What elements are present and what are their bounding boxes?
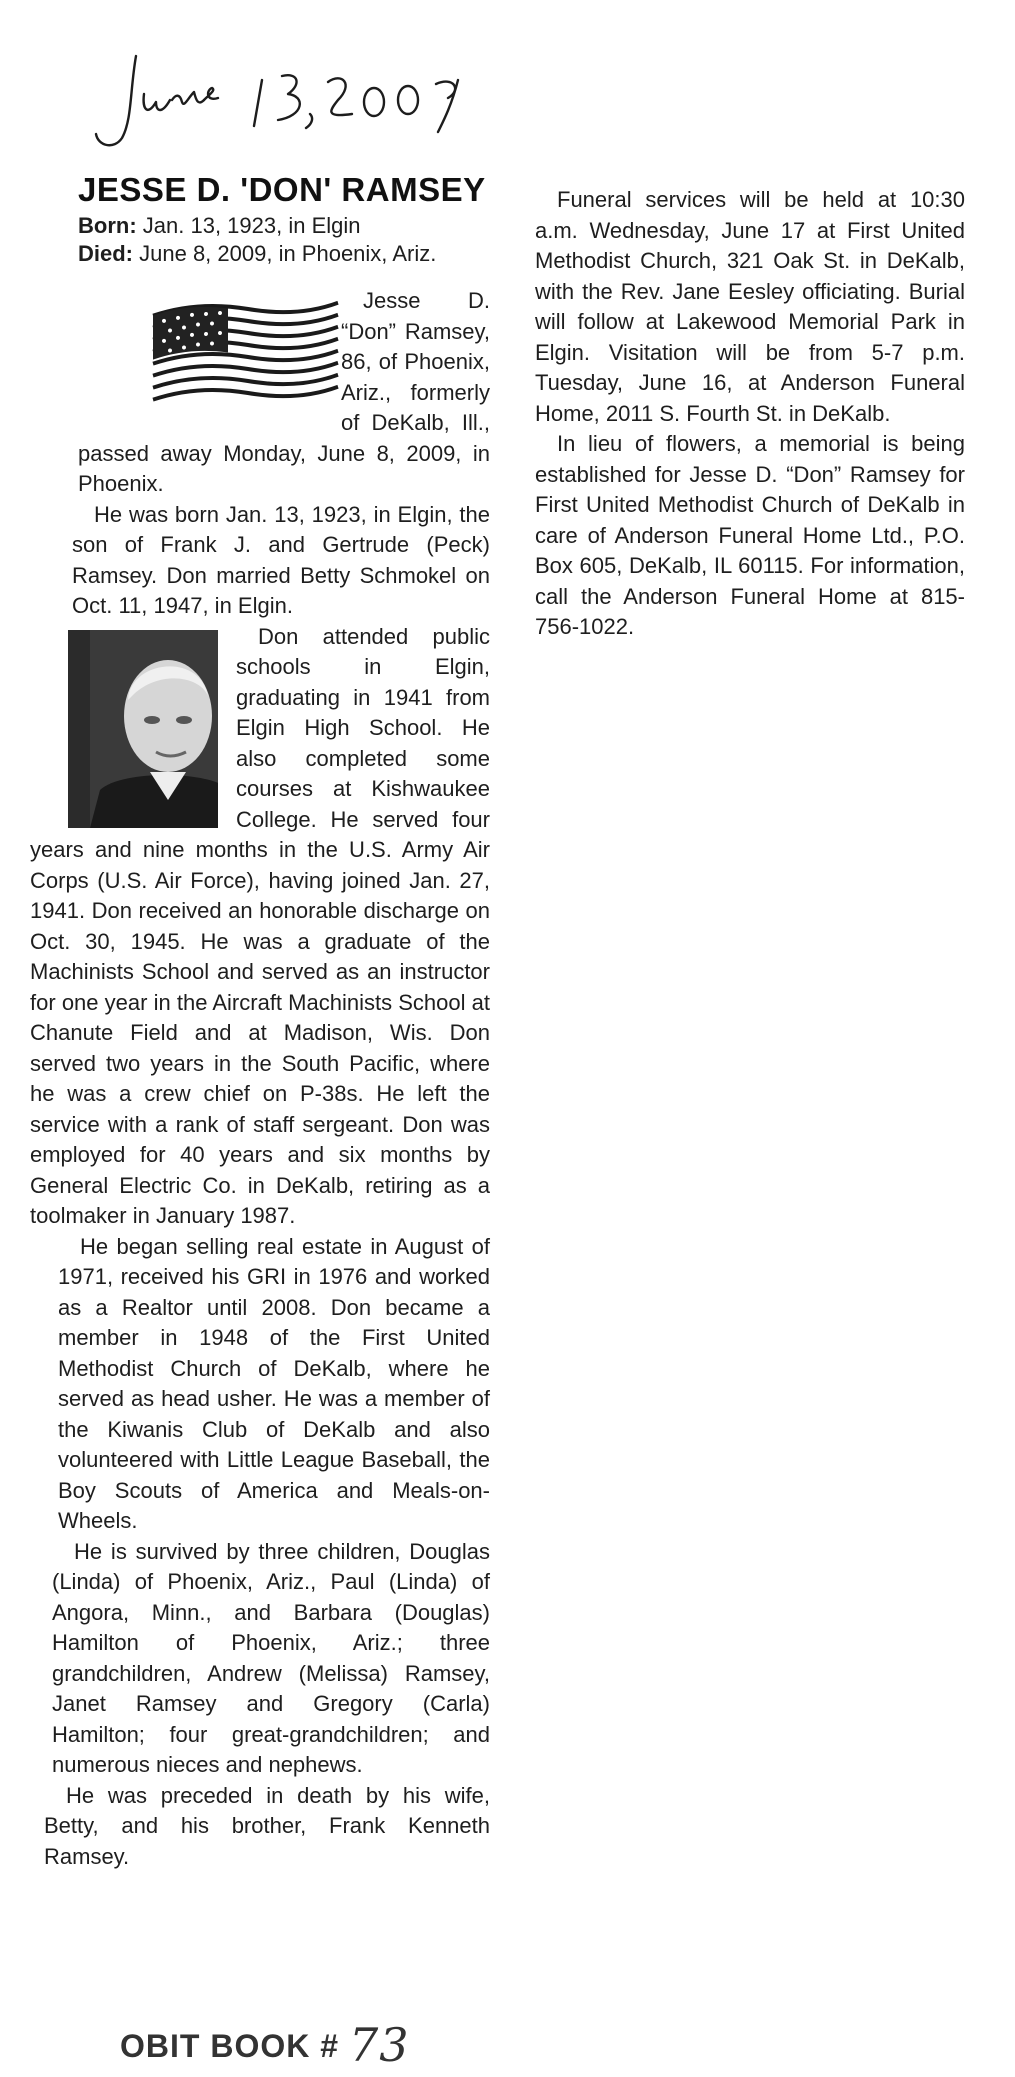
obituary-paragraph-5: He is survived by three children, Douglas (Linda) of Phoenix, Ariz., Paul (Linda) of Angora, Minn., and Barbara (Douglas) Hamilton of Phoenix, Ariz.; three grandchildren, Andrew (Melissa) Ramsey, Janet Ramsey and Gregory (Carla) Hamilton; four great-grandchildren; and numerous nieces and nephews.	[52, 1538, 490, 1777]
paragraph-3-text: Don attended public schools in Elgin, graduating in 1941 from Elgin High School. He also completed some courses at Kishwaukee College. He served four years and nine months in the U.S. Army Air Corps (U.S. Air Force), having joined Jan. 27, 1941. Don received an honorable discharge on Oct. 30, 1945. He was a graduate of the Machinists School and served as an instructor for one year in the Aircraft Machinists School at Chanute Field and at Madison, Wis. Don served two years in the South Pacific, where he was a crew chief on P-38s. He left the service with a rank of staff sergeant. Don was employed for 40 years and six months by General Electric Co. in DeKalb, retiring as a toolmaker in January 1987.	[30, 623, 490, 1228]
died-line	[78, 240, 490, 268]
obituary-name: JESSE D. 'DON' RAMSEY	[78, 171, 486, 208]
died-label: Died:	[78, 241, 133, 266]
flag-graphic	[126, 294, 321, 412]
services-paragraph-1: Funeral services will be held at 10:30 a.m. Wednesday, June 17 at First United Methodist Church, 321 Oak St. in DeKalb, with the Rev. Jane Eesley officiating. Burial will follow at Lakewood Memorial Park in Elgin. Visitation will be from 5-7 p.m. Tuesday, June 16, at Anderson Funeral Home, 2011 S. Fourth St. in DeKalb.	[535, 187, 965, 426]
born-line	[78, 212, 490, 240]
obit-book-number: 73	[349, 2018, 410, 2072]
died-text: June 8, 2009, in Phoenix, Ariz.	[139, 241, 437, 266]
portrait-image	[90, 630, 218, 828]
obit-book-footer	[120, 2018, 410, 2072]
paragraph-1-text: Jesse D. “Don” Ramsey, 86, of Phoenix, Ariz., formerly of DeKalb, Ill., passed away Monday, June 8, 2009, in Phoenix.	[78, 288, 490, 496]
obituary-right-column	[535, 185, 965, 643]
handwritten-date	[92, 50, 472, 150]
obituary-paragraph-6: He was preceded in death by his wife, Betty, and his brother, Frank Kenneth Ramsey.	[44, 1782, 490, 1869]
services-paragraph-2: In lieu of flowers, a memorial is being established for Jesse D. “Don” Ramsey for First United Methodist Church of DeKalb in care of Anderson Funeral Home Ltd., P.O. Box 605, DeKalb, IL 60115. For information, call the Anderson Funeral Home at 815-756-1022.	[535, 431, 965, 639]
obituary-paragraph-3	[30, 622, 490, 1232]
obituary-paragraph-2: He was born Jan. 13, 1923, in Elgin, the son of Frank J. and Gertrude (Peck) Ramsey. Don married Betty Schmokel on Oct. 11, 1947, in Elgin.	[72, 501, 490, 618]
born-label: Born:	[78, 213, 137, 238]
obituary-left-column	[30, 170, 490, 1872]
born-text: Jan. 13, 1923, in Elgin	[142, 213, 361, 238]
obituary-paragraph-1	[78, 286, 490, 500]
portrait-photo	[68, 630, 218, 828]
american-flag-icon	[148, 294, 343, 412]
obituary-paragraph-4: He began selling real estate in August of 1971, received his GRI in 1976 and worked as a Realtor until 2008. Don became a member in 1948 of the First United Methodist Church of DeKalb, where he served as head usher. He was a member of the Kiwanis Club of DeKalb and also volunteered with Little League Baseball, the Boy Scouts of America and Meals-on-Wheels.	[58, 1233, 490, 1533]
obit-book-label: OBIT BOOK #	[120, 2028, 340, 2064]
